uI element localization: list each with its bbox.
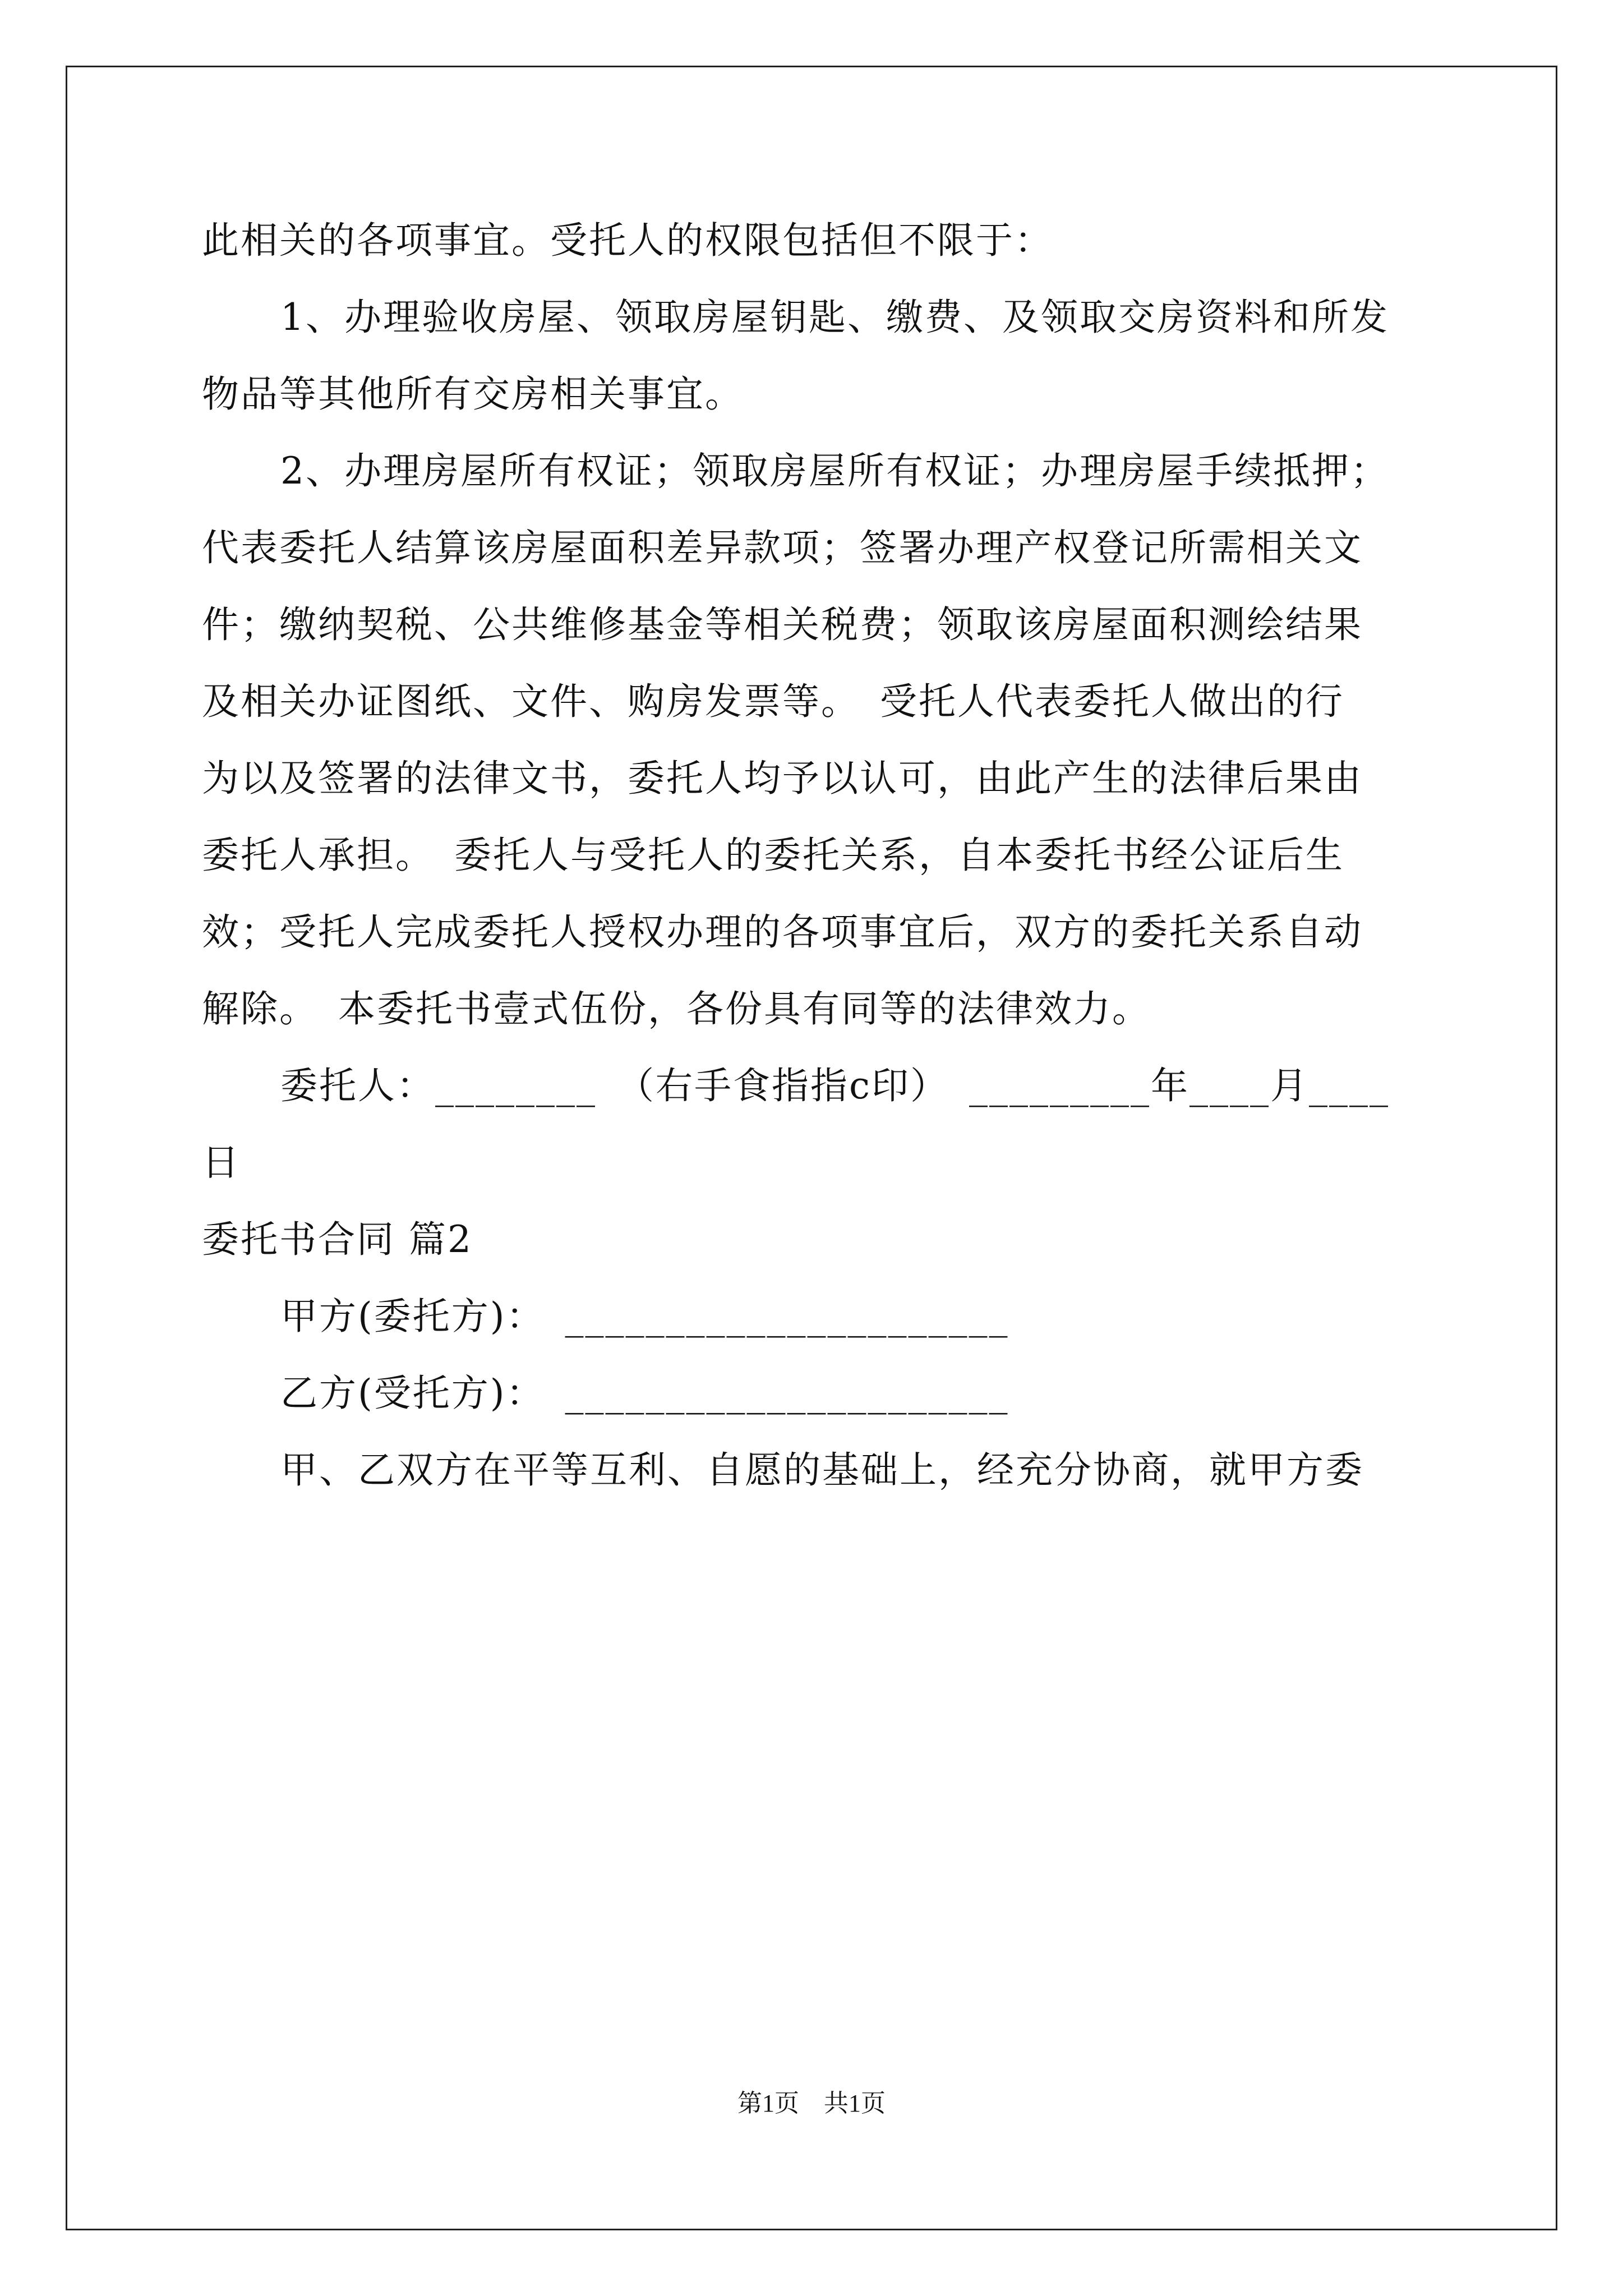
text-line: 委托人承担。 委托人与受托人的委托关系，自本委托书经公证后生 (202, 834, 1344, 877)
text-line: 1、办理验收房屋、领取房屋钥匙、缴费、及领取交房资料和所发 (280, 296, 1389, 339)
document-body (202, 202, 1430, 1508)
text-line: 此相关的各项事宜。受托人的权限包括但不限于： (202, 219, 1053, 262)
text-line: 效；受托人完成委托人授权办理的各项事宜后，双方的委托关系自动 (202, 910, 1363, 954)
page-number: 第1页 (737, 2090, 799, 2117)
text-line: 日 (202, 1141, 241, 1184)
party-b-line: 乙方(受托方)： ______________________ (280, 1372, 1009, 1415)
page-footer (0, 2088, 1623, 2119)
party-a-line: 甲方(委托方)： ______________________ (280, 1295, 1009, 1338)
page-total: 共1页 (824, 2090, 886, 2117)
text-line: 及相关办证图纸、文件、购房发票等。 受托人代表委托人做出的行 (202, 680, 1344, 723)
text-line: 甲、乙双方在平等互利、自愿的基础上，经充分协商，就甲方委 (280, 1448, 1364, 1492)
text-line: 为以及签署的法律文书，委托人均予以认可，由此产生的法律后果由 (202, 757, 1363, 800)
text-line: 代表委托人结算该房屋面积差异款项；签署办理产权登记所需相关文 (202, 526, 1363, 569)
text-line: 解除。 本委托书壹式伍份，各份具有同等的法律效力。 (202, 987, 1151, 1030)
section-heading: 委托书合同 篇2 (202, 1218, 473, 1261)
text-line: 件；缴纳契税、公共维修基金等相关税费；领取该房屋面积测绘结果 (202, 603, 1363, 646)
signature-line: 委托人：________ （右手食指指c印） _________年____月____ (280, 1064, 1390, 1107)
text-line: 2、办理房屋所有权证；领取房屋所有权证；办理房屋手续抵押； (280, 449, 1389, 493)
text-line: 物品等其他所有交房相关事宜。 (202, 372, 744, 416)
